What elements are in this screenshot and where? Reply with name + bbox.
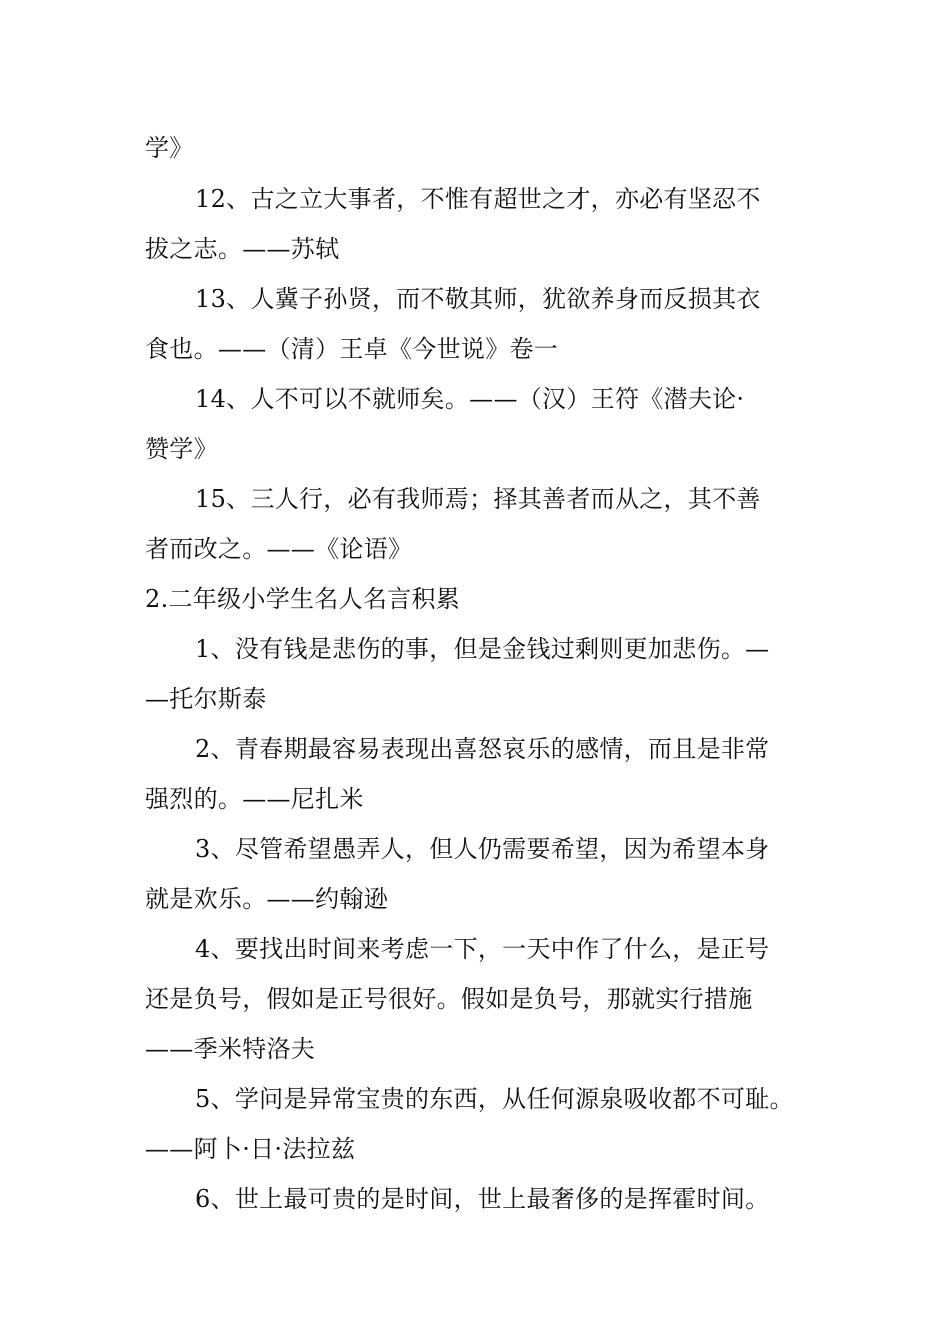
section-heading: 2.二年级小学生名人名言积累 xyxy=(145,585,461,613)
quote-5-line-2: ——阿卜·日·法拉兹 xyxy=(145,1135,356,1163)
quote-6-line-1: 6、世上最可贵的是时间，世上最奢侈的是挥霍时间。 xyxy=(195,1185,770,1213)
quote-1-line-2: —托尔斯泰 xyxy=(145,685,267,713)
text-line: 学》 xyxy=(145,134,194,162)
quote-15-line-2: 者而改之。——《论语》 xyxy=(145,535,413,563)
quote-12-line-2: 拔之志。——苏轼 xyxy=(145,235,340,263)
quote-1-line-1: 1、没有钱是悲伤的事，但是金钱过剩则更加悲伤。— xyxy=(195,635,770,663)
quote-13-line-2: 食也。——（清）王卓《今世说》卷一 xyxy=(145,335,559,363)
quote-4-line-2: 还是负号，假如是正号很好。假如是负号，那就实行措施 xyxy=(145,985,753,1013)
quote-14-line-2: 赞学》 xyxy=(145,435,218,463)
quote-13-line-1: 13、人冀子孙贤，而不敬其师，犹欲养身而反损其衣 xyxy=(195,285,761,313)
quote-2-line-1: 2、青春期最容易表现出喜怒哀乐的感情，而且是非常 xyxy=(195,735,770,763)
quote-5-line-1: 5、学问是异常宝贵的东西，从任何源泉吸收都不可耻。 xyxy=(195,1085,794,1113)
quote-15-line-1: 15、三人行，必有我师焉；择其善者而从之，其不善 xyxy=(195,485,761,513)
quote-12-line-1: 12、古之立大事者，不惟有超世之才，亦必有坚忍不 xyxy=(195,185,761,213)
quote-2-line-2: 强烈的。——尼扎米 xyxy=(145,785,364,813)
quote-3-line-2: 就是欢乐。——约翰逊 xyxy=(145,885,388,913)
quote-3-line-1: 3、尽管希望愚弄人，但人仍需要希望，因为希望本身 xyxy=(195,835,770,863)
quote-14-line-1: 14、人不可以不就师矣。——（汉）王符《潜夫论· xyxy=(195,385,745,413)
quote-4-line-1: 4、要找出时间来考虑一下，一天中作了什么，是正号 xyxy=(195,935,770,963)
quote-4-line-3: ——季米特洛夫 xyxy=(145,1035,316,1063)
